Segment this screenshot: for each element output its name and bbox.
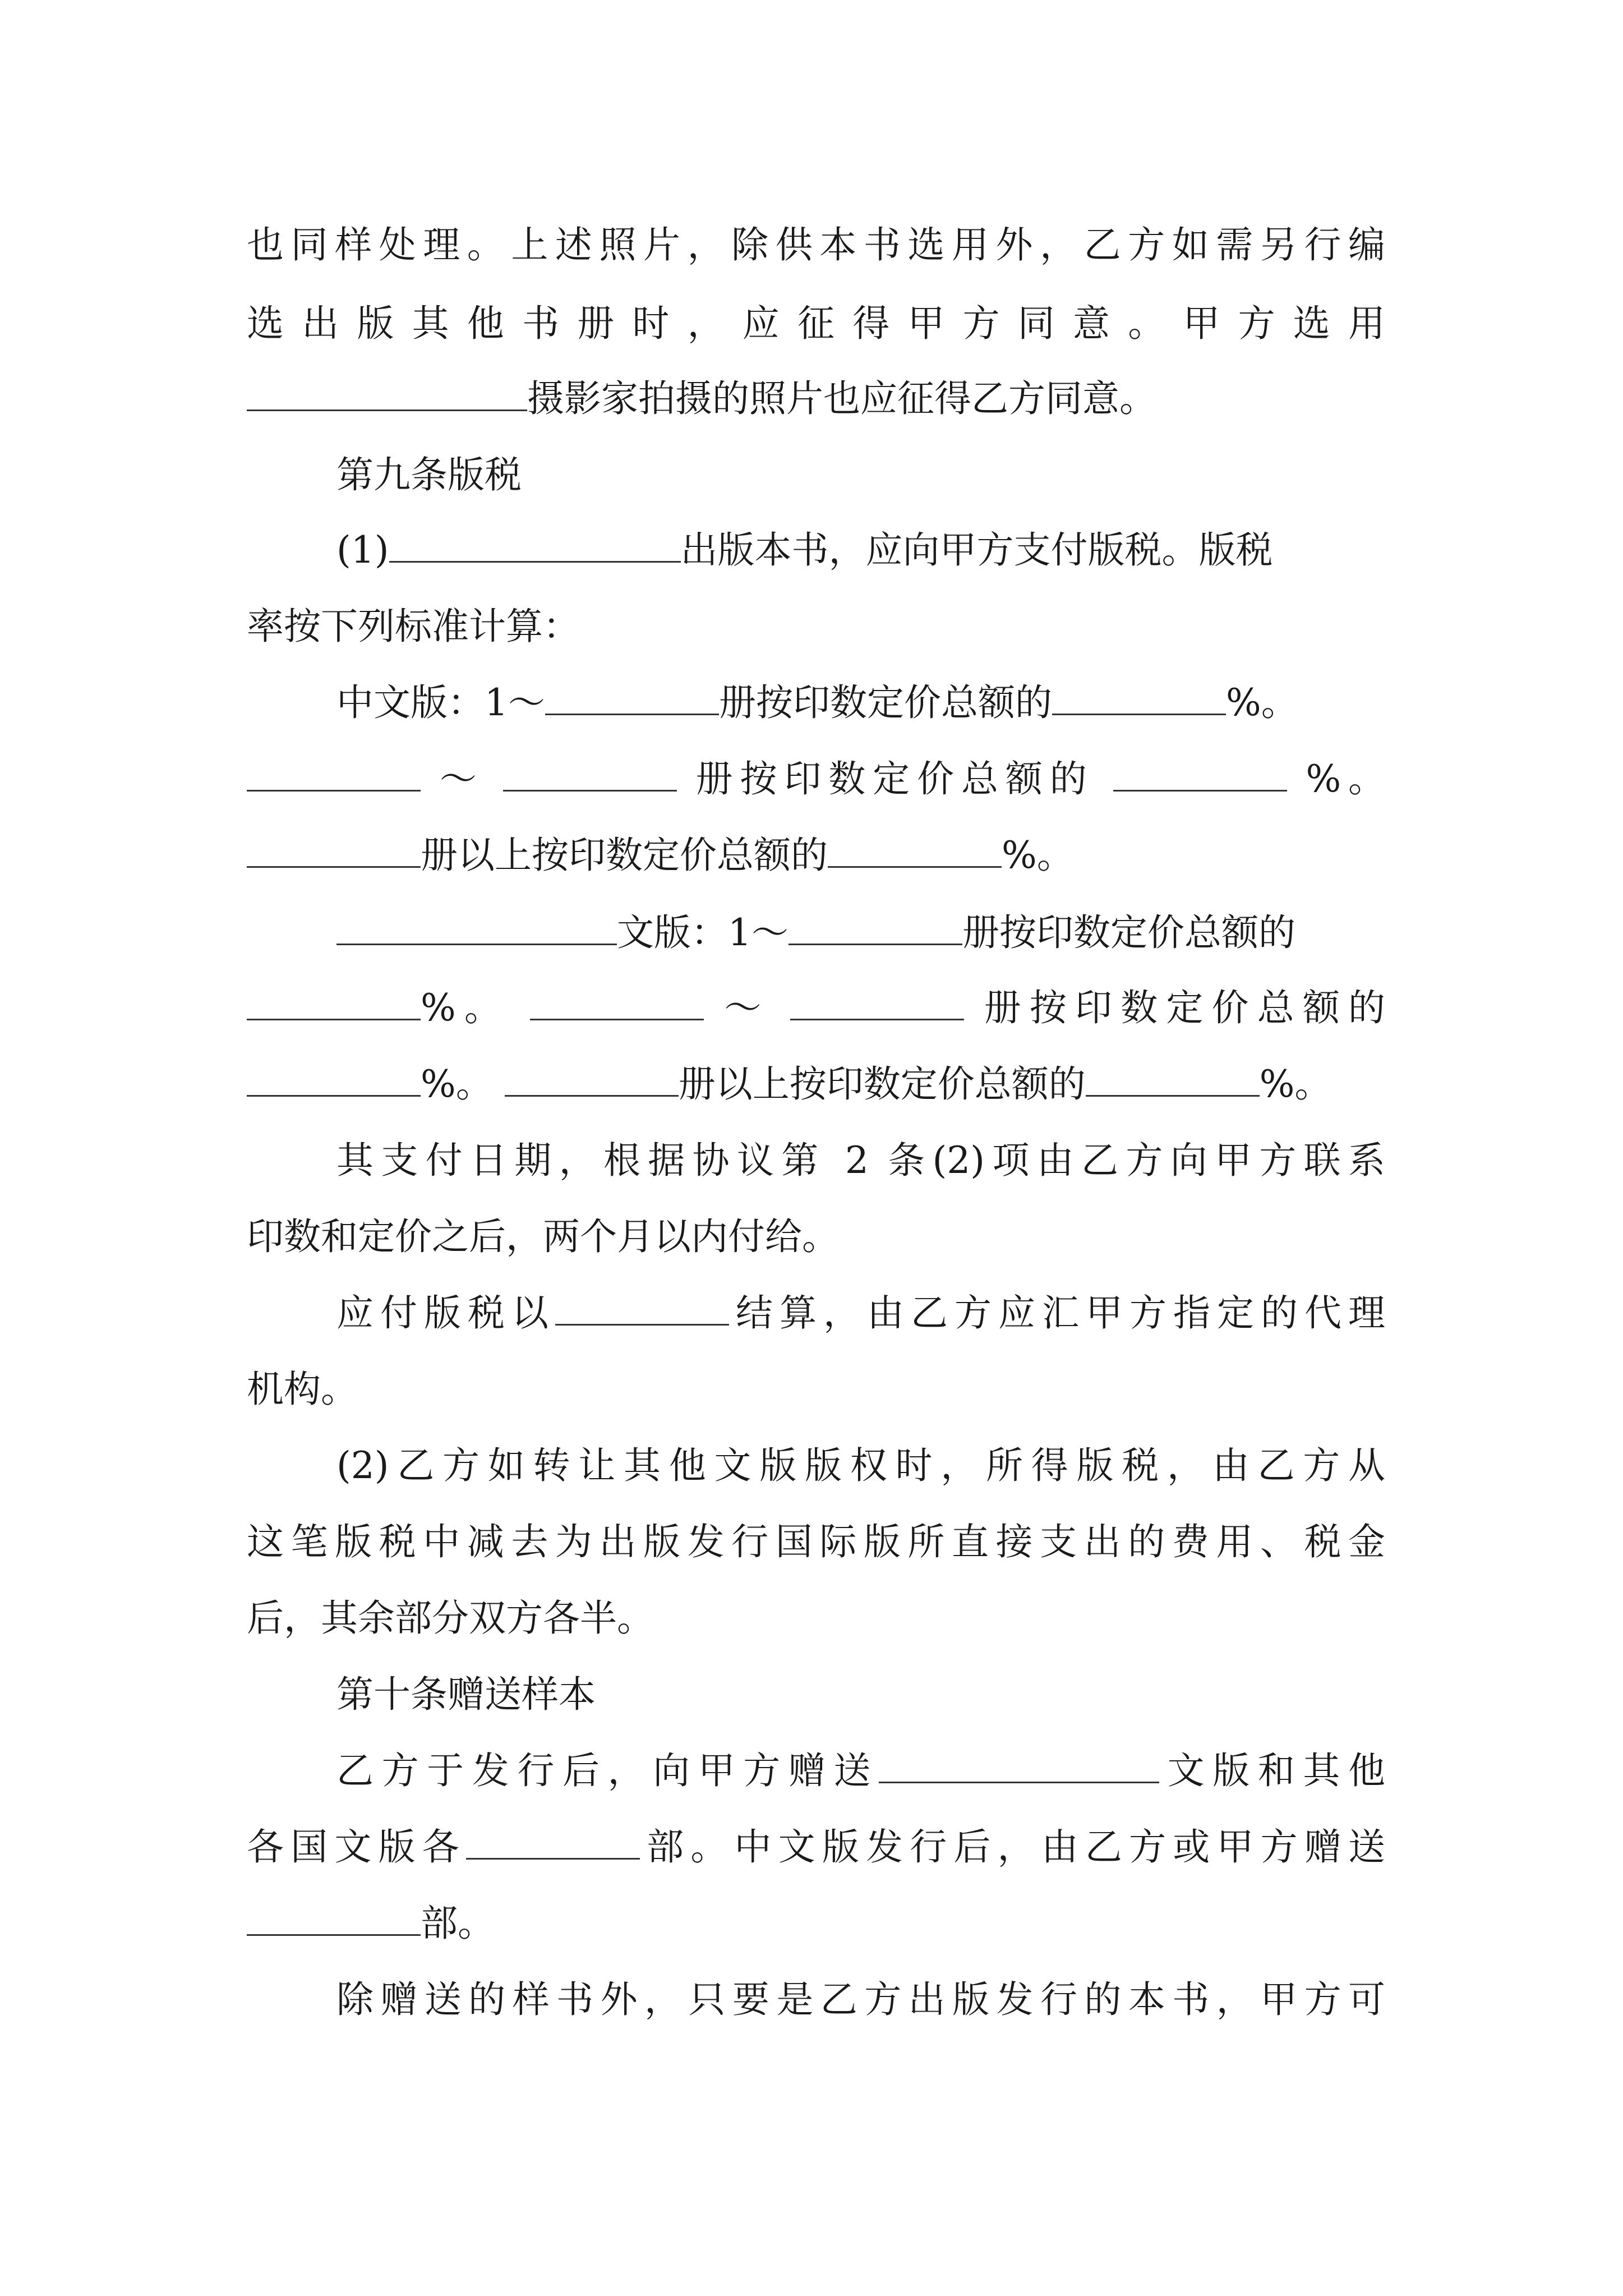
- fill-blank: [879, 1747, 1159, 1783]
- fill-blank: [530, 984, 704, 1020]
- paragraph-line: 乙方于发行后，向甲方赠送 文版和其他: [336, 1746, 1385, 1796]
- paragraph-line: 也同样处理。上述照片，除供本书选用外，乙方如需另行编: [247, 223, 1385, 266]
- paragraph-line: 选出版其他书册时，应征得甲方同意。甲方选用: [247, 302, 1385, 345]
- paragraph-line: ～ 册按印数定价总额的 %。: [247, 754, 1385, 804]
- paragraph-line: 后，其余部分双方各半。: [247, 1596, 654, 1640]
- paragraph-line: 这笔版税中减去为出版发行国际版所直接支出的费用、税金: [247, 1520, 1385, 1563]
- fill-blank: [247, 1060, 421, 1097]
- paragraph-line: 摄影家拍摄的照片也应征得乙方同意。: [247, 374, 1385, 424]
- fill-blank: [545, 679, 719, 715]
- paragraph-line: (2)乙方如转让其他文版版权时，所得版税，由乙方从: [336, 1444, 1385, 1487]
- paragraph-line: (1) 出版本书，应向甲方支付版税。版税: [336, 525, 1385, 576]
- paragraph-line: 印数和定价之后，两个月以内付给。: [247, 1215, 839, 1258]
- paragraph-line: 应付版税以 结算，由乙方应汇甲方指定的代理: [336, 1288, 1385, 1338]
- fill-blank: [1052, 679, 1226, 715]
- paragraph-line: %。 册以上按印数定价总额的 %。: [247, 1059, 1385, 1110]
- paragraph-line: 各国文版各 部。中文版发行后，由乙方或甲方赠送: [247, 1822, 1385, 1872]
- paragraph-line: 中文版：1～ 册按印数定价总额的 %。: [336, 678, 1385, 728]
- fill-blank: [1086, 1060, 1260, 1097]
- fill-blank: [247, 375, 527, 411]
- fill-blank: [389, 526, 681, 563]
- paragraph-line: 其支付日期，根据协议第 2 条(2)项由乙方向甲方联系: [336, 1139, 1385, 1182]
- fill-blank: [505, 1060, 679, 1097]
- fill-blank: [790, 984, 964, 1020]
- paragraph-line: 文版：1～ 册按印数定价总额的: [336, 908, 1385, 958]
- paragraph-line: 机构。: [247, 1368, 358, 1411]
- fill-blank: [466, 1823, 640, 1860]
- paragraph-line: 率按下列标准计算：: [247, 605, 580, 648]
- paragraph-line: 册以上按印数定价总额的 %。: [247, 830, 1385, 881]
- fill-blank: [828, 831, 1002, 868]
- fill-blank: [555, 1289, 729, 1326]
- paragraph-line: 除赠送的样书外，只要是乙方出版发行的本书，甲方可: [336, 1978, 1385, 2021]
- fill-blank: [503, 755, 677, 792]
- fill-blank: [1113, 755, 1287, 792]
- section-heading: 第十条赠送样本: [336, 1673, 596, 1716]
- fill-blank: [247, 984, 421, 1020]
- paragraph-line: %。 ～ 册按印数定价总额的: [247, 983, 1385, 1033]
- fill-blank: [336, 909, 617, 945]
- paragraph-line: 部。: [247, 1898, 1385, 1949]
- fill-blank: [247, 755, 421, 792]
- section-heading: 第九条版税: [336, 453, 522, 496]
- fill-blank: [247, 831, 421, 868]
- fill-blank: [247, 1899, 421, 1936]
- fill-blank: [789, 909, 962, 945]
